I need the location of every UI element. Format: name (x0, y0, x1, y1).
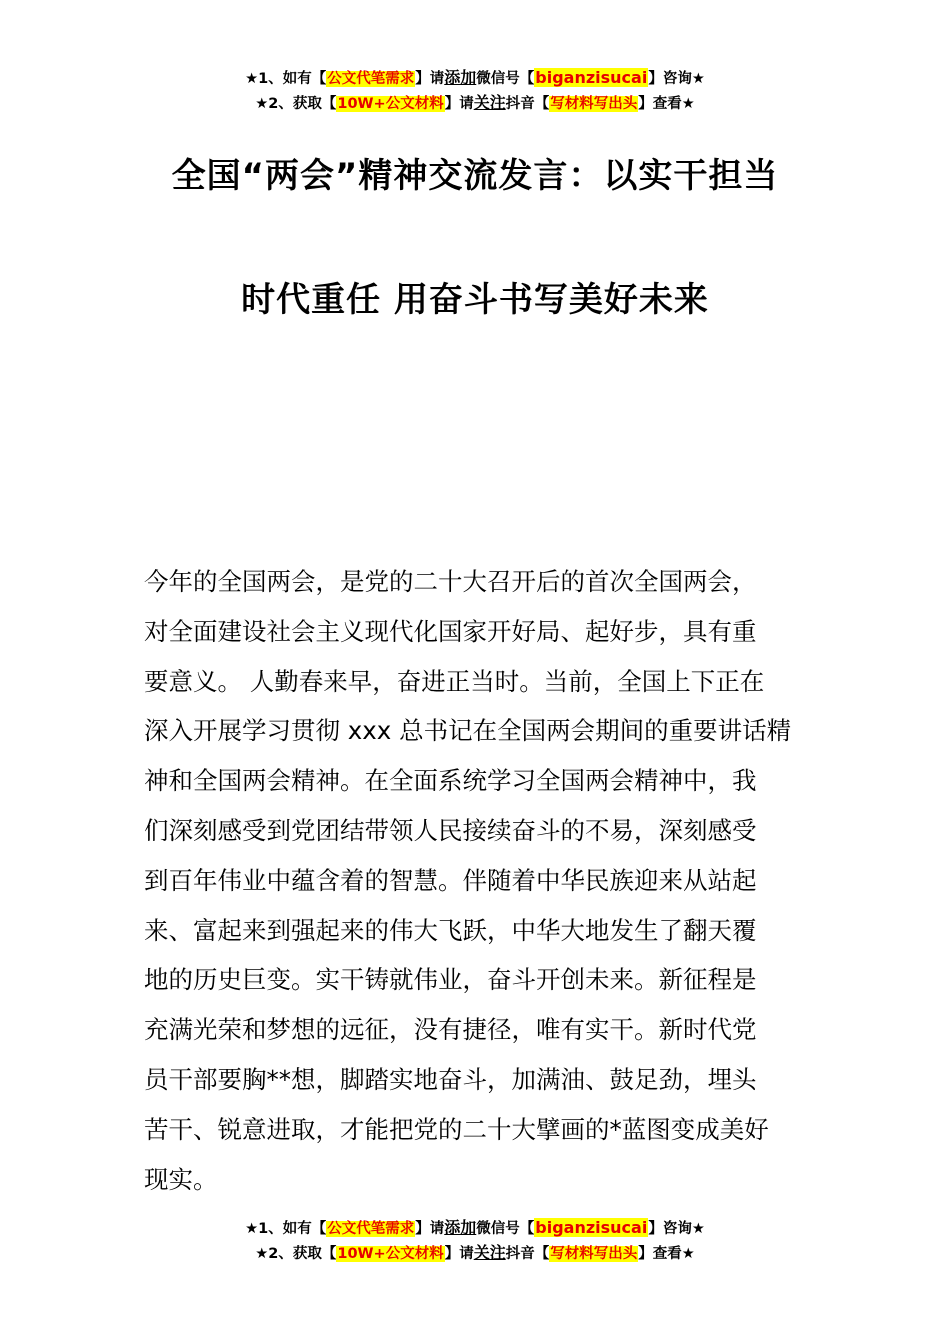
document-title-line-2: 时代重任 用奋斗书写美好未来 (241, 280, 709, 320)
document-title-line-1: 全国“两会”精神交流发言：以实干担当 (171, 156, 779, 196)
underlined-follow: 关注 (473, 93, 506, 112)
banner-text: 】咨询★ (648, 1221, 705, 1237)
underlined-follow: 关注 (473, 1243, 506, 1262)
body-line: 深入开展学习贯彻 xxx 总书记在全国两会期间的重要讲话精 (144, 716, 792, 746)
highlight-writing-service: 公文代笔需求 (327, 71, 415, 87)
banner-text: 微信号【 (476, 1221, 535, 1237)
body-line: 今年的全国两会，是党的二十大召开后的首次全国两会， (144, 567, 757, 596)
highlight-douyin-account: 写材料写出头 (550, 1246, 638, 1262)
highlight-writing-service: 公文代笔需求 (327, 1221, 415, 1237)
banner-line-2 (0, 91, 950, 116)
highlight-materials: 10W+公文材料 (337, 1246, 444, 1262)
footer-banner (0, 1216, 950, 1266)
body-line: 员干部要胸**想，脚踏实地奋斗，加满油、鼓足劲，埋头 (144, 1064, 757, 1094)
body-paragraph (144, 557, 808, 1204)
banner-text: 】查看★ (638, 1246, 695, 1262)
body-line: 地的历史巨变。实干铸就伟业，奋斗开创未来。新征程是 (144, 965, 757, 995)
banner-text: 抖音【 (505, 96, 550, 112)
banner-line-1 (0, 1216, 950, 1241)
header-banner (0, 66, 950, 116)
body-line: 神和全国两会精神。在全面系统学习全国两会精神中，我 (144, 766, 757, 796)
banner-text: ★1、如有【 (245, 71, 327, 87)
banner-text: 】咨询★ (648, 71, 705, 87)
body-line: 来、富起来到强起来的伟大飞跃，中华大地发生了翻天覆 (144, 915, 757, 945)
highlight-materials: 10W+公文材料 (337, 96, 444, 112)
banner-text: 】请 (415, 71, 445, 87)
banner-text: 】请 (444, 1246, 474, 1262)
body-line: 要意义。 人勤春来早，奋进正当时。当前，全国上下正在 (144, 666, 765, 696)
banner-text: ★2、获取【 (255, 96, 337, 112)
underlined-add: 添加 (444, 1218, 477, 1237)
body-line: 到百年伟业中蕴含着的智慧。伴随着中华民族迎来从站起 (144, 865, 757, 895)
banner-line-1 (0, 66, 950, 91)
body-line: 现实。 (144, 1164, 218, 1194)
highlight-wechat-id: biganzisucai (535, 68, 648, 87)
body-line: 苦干、锐意进取，才能把党的二十大擘画的*蓝图变成美好 (144, 1114, 769, 1144)
body-line: 们深刻感受到党团结带领人民接续奋斗的不易，深刻感受 (144, 815, 757, 845)
highlight-wechat-id: biganzisucai (535, 1218, 648, 1237)
banner-text: 】查看★ (638, 96, 695, 112)
banner-text: ★1、如有【 (245, 1221, 327, 1237)
body-line: 充满光荣和梦想的远征，没有捷径，唯有实干。新时代党 (144, 1015, 757, 1045)
banner-text: 】请 (444, 96, 474, 112)
banner-text: 微信号【 (476, 71, 535, 87)
underlined-add: 添加 (444, 68, 477, 87)
banner-text: 抖音【 (505, 1246, 550, 1262)
highlight-douyin-account: 写材料写出头 (550, 96, 638, 112)
body-line: 对全面建设社会主义现代化国家开好局、起好步，具有重 (144, 616, 757, 646)
banner-line-2 (0, 1241, 950, 1266)
banner-text: ★2、获取【 (255, 1246, 337, 1262)
banner-text: 】请 (415, 1221, 445, 1237)
